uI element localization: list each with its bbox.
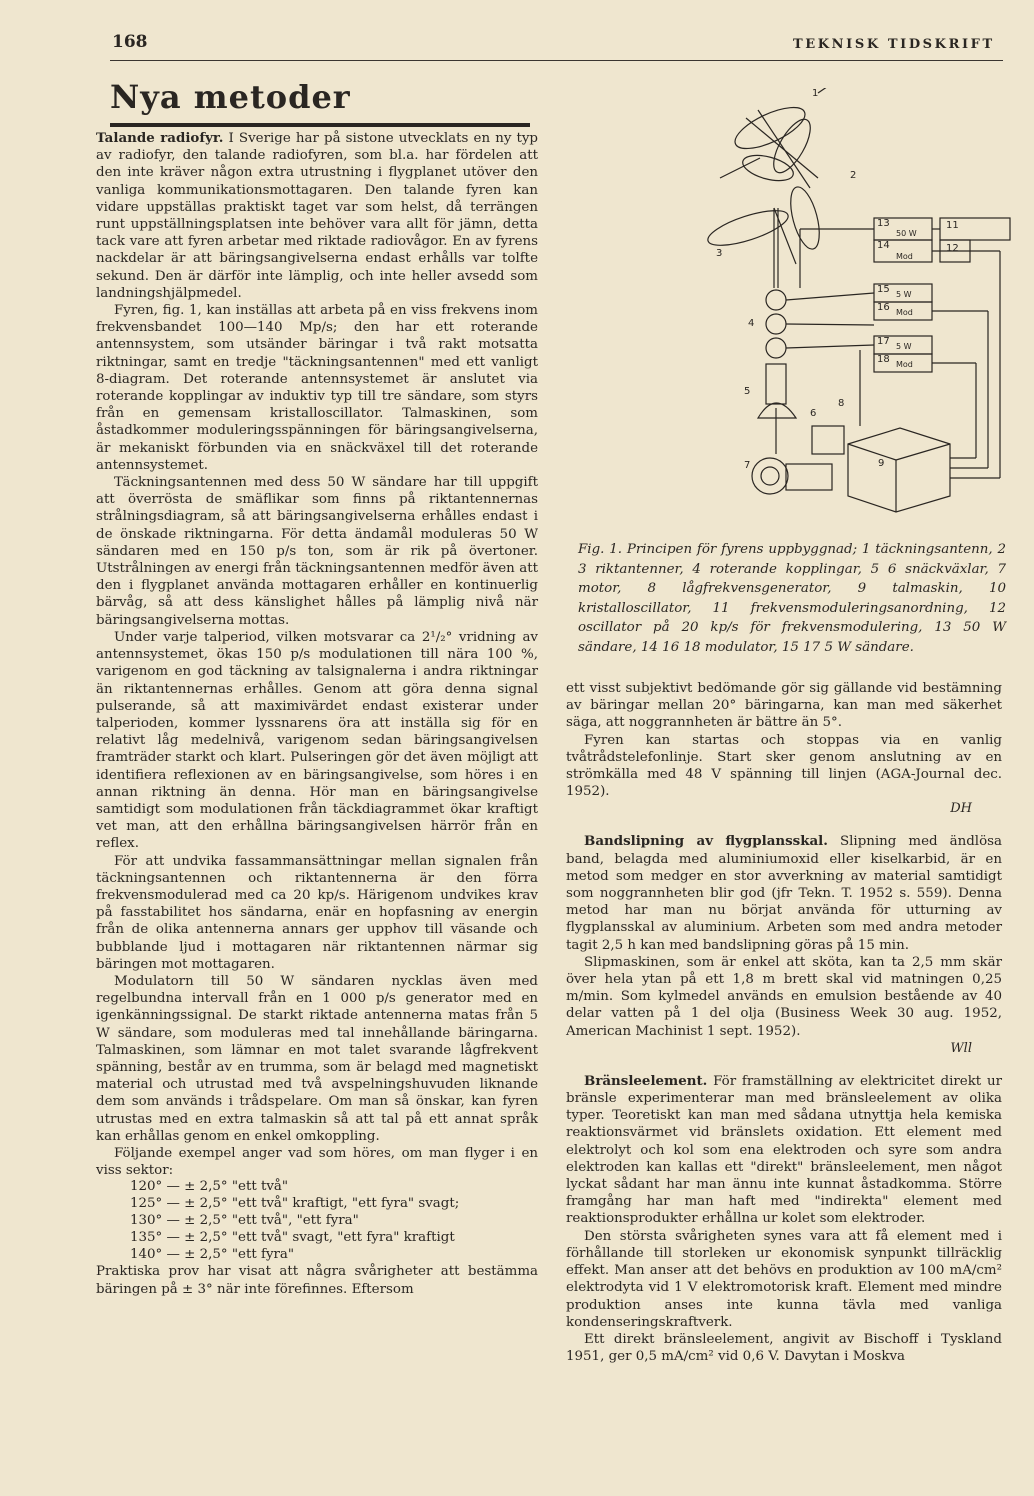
signature-dh: DH	[950, 801, 972, 817]
page-number: 168	[112, 32, 148, 52]
journal-title: TEKNISK TIDSKRIFT	[793, 37, 995, 52]
paragraph: Modulatorn till 50 W sändaren nycklas även med regelbundna intervall från en 1 000 p/s generator med en igenkänningssignal. De starkt riktade antennerna matas från 5 W sändare, som moduleras med tal innehållande bäringarna. Talmaskinen, som lämnar en mot talet svarande lågfrekvent spänning, består av en trumma, som är belagd med magnetiskt material och utrustad med två avspelningshuvuden liknande dem som används i trådspelare. Om man så önskar, kan fyren utrustas med en extra talmaskin så att tal på ett annat språk kan erhållas genom en enkel omkoppling.	[96, 973, 538, 1144]
figure-labels	[700, 88, 1018, 528]
paragraph: Bränsleelement. För framställning av elektricitet direkt ur bränsle experimenterar man med bränsleelement av olika typer. Teoretiskt kan man med sådana utnyttja hela kemiska reaktionsvärmet vid bränslets oxidation. Ett element med elektrolyt och kol som ena elektroden och syre som andra elektroden kan kallas ett "direkt" bränsleelement, men något lyckat sådant har man ännu inte kunnat åstadkomma. Större framgång har man haft med "indirekta" element med reaktionsprodukter erhållna ur kolet som elektroder.	[566, 1072, 1002, 1227]
figure-label: 3	[716, 248, 723, 259]
figure-label: 11	[946, 220, 959, 231]
figure-label: 9	[878, 458, 885, 469]
paragraph: Den största svårigheten synes vara att få element med i förhållande till storleken ur ekonomisk synpunkt tillräcklig effekt. Man anser att det behövs en produktion av 100 mA/cm² elektrodyta vid 1 V elektromotorisk kraft. Element med mindre produktion anses inte kunna tävla med vanliga kondenseringskraftverk.	[566, 1228, 1002, 1330]
figure-label: 17	[877, 336, 890, 347]
paragraph: Under varje talperiod, vilken motsvarar ca 2¹/₂° vridning av antennsystemet, ökas 150 p/s modulationen till nära 100 %, varigenom en god täckning av talsignalerna i andra riktningar än riktantennernas erhålles. Genom att göra denna signal pulserande, så att maximivärdet endast existerar under talperioden, kommer lyssnarens öra att inställa sig för en relativt låg medelnivå, varigenom sedan bäringsangivelsen framträder starkt och klart. Pulseringen gör det även möjligt att identifiera reflexionen av en bäringsangivelse, som höres i en annan riktning än denna. Hör man en bäringsangivelse samtidigt som modulationen från täckdiagrammet ökar kraftigt vet man, att den erhållna bäringsangivelsen härrör från en reflex.	[96, 629, 538, 852]
paragraph: Talande radiofyr. I Sverige har på sistone utvecklats en ny typ av radiofyr, den talande radiofyren, som bl.a. har fördelen att den inte kräver någon extra utrustning i flygplanet utöver den vanliga kommunikationsmottagaren. Den talande fyren kan vidare uppställas praktiskt taget var som helst, då terrängen runt uppställningsplatsen inte behöver vara allt för jämn, detta tack vare att fyren arbetar med riktade radiovågor. En av fyrens nackdelar är att bäringsangivelserna endast erhålls var tolfte sekund. Den är därför inte lämplig, och inte heller avsedd som landningshjälpmedel.	[96, 130, 539, 301]
article-lead-radiofyr: Talande radiofyr.	[96, 130, 224, 146]
figure-label: 2	[850, 170, 857, 181]
paragraph: Slipmaskinen, som är enkel att sköta, kan ta 2,5 mm skär över hela ytan på ett 1,8 m brett skal vid matningen 0,25 m/min. Som kylmedel används en emulsion bestående av 40 delar vatten på 1 del olja (Business Week 30 aug. 1952, American Machinist 1 sept. 1952).	[566, 954, 1002, 1039]
sector-line: 130° — ± 2,5° "ett två", "ett fyra"	[130, 1212, 359, 1228]
paragraph: Fyren kan startas och stoppas via en vanlig tvåtrådstelefonlinje. Start sker genom anslutning av en strömkälla med 48 V spänning till linjen (AGA-Journal dec. 1952).	[566, 732, 1002, 800]
paragraph: ett visst subjektivt bedömande gör sig gällande vid bestämning av bäringar mellan 20° bäringarna, kan man med säkerhet säga, att noggrannheten är bättre än 5°.	[566, 681, 1002, 731]
figure-label: 18	[877, 354, 890, 365]
figure-label: 6	[810, 408, 817, 419]
figure-box-text: Mod	[896, 308, 913, 317]
figure-label: 1	[812, 88, 819, 99]
sector-line: 140° — ± 2,5° "ett fyra"	[130, 1246, 295, 1262]
paragraph: Bandslipning av flygplansskal. Slipning med ändlösa band, belagda med aluminiumoxid eller kiselkarbid, är en metod som medger en stor avverkning av material samtidigt som noggrannheten blir god (jfr Tekn. T. 1952 s. 559). Denna metod har man nu börjat använda för utturning av flygplansskal av aluminium. Arbeten som med andra metoder tagit 2,5 h kan med bandslipning göras på 15 min.	[566, 833, 1002, 953]
paragraph: Täckningsantennen med dess 50 W sändare har till uppgift att överrösta de smäflikar som finns på riktantennernas strålningsdiagram, så att bäringsangivelserna erhålles endast i de önskade riktningarna. För detta ändamål moduleras 50 W sändaren med en 150 p/s ton, som är rik på övertoner. Utstrålningen av energi från täckningsantennen medför även att den i flygplanet använda mottagaren erhåller en kontinuerlig bärvåg, så att dess känslighet hålles på lämplig nivå när bäringsangivelserna mottas.	[96, 475, 538, 628]
section-title: Nya metoder	[110, 78, 351, 116]
title-rule	[110, 123, 530, 127]
figure-label: 16	[877, 302, 890, 313]
figure-label: 8	[838, 398, 845, 409]
figure-label: 14	[877, 240, 890, 251]
figure-label: 5	[744, 386, 751, 397]
figure-label: 7	[744, 460, 751, 471]
figure-label: 4	[748, 318, 755, 329]
sector-line: 120° — ± 2,5° "ett två"	[130, 1179, 289, 1195]
paragraph: För att undvika fassammansättningar mellan signalen från täckningsantennen och riktantennerna är den förra frekvensmodulerad med ca 20 kp/s. Härigenom undvikes krav på fasstabilitet hos sändarna, enär en hopfasning av energin från de olika antennerna annars ger upphov till väsande och bubblande ljud i mottagaren när riktantennen närmar sig bäringen mot mottagaren.	[96, 853, 538, 972]
figure-box-text: Mod	[896, 252, 913, 261]
article-lead-bandslipning: Bandslipning av flygplansskal.	[584, 833, 828, 850]
figure-1-diagram	[700, 88, 1018, 528]
figure-box-text: 5 W	[896, 342, 912, 351]
article-lead-bransleelement: Bränsleelement.	[584, 1072, 708, 1089]
paragraph: Praktiska prov har visat att några svårigheter att bestämma bäringen på ± 3° när inte förefinnes. Eftersom	[96, 1264, 538, 1297]
header-rule	[110, 60, 1003, 61]
figure-box-text: Mod	[896, 360, 913, 369]
figure-label: 12	[946, 243, 959, 254]
sector-line: 135° — ± 2,5° "ett två" svagt, "ett fyra" kraftigt	[130, 1229, 455, 1245]
figure-box-text: 5 W	[896, 290, 912, 299]
paragraph: Följande exempel anger vad som höres, om man flyger i en viss sektor:	[96, 1145, 538, 1179]
paragraph: Ett direkt bränsleelement, angivit av Bischoff i Tyskland 1951, ger 0,5 mA/cm² vid 0,6 V. Davytan i Moskva	[566, 1331, 1002, 1365]
figure-box-text: 50 W	[896, 229, 917, 238]
figure-label: 13	[877, 218, 890, 229]
figure-caption-text: Principen för fyrens uppbyggnad; 1 täckningsantenn, 2 3 riktantenner, 4 roterande kopplingar, 5 6 snäckväxlar, 7 motor, 8 lågfrekvensgenerator, 9 talmaskin, 10 kristalloscillator, 11 frekvensmoduleringsanordning, 12 oscillator på 20 kp/s för frekvensmodulering, 13 50 W sändare, 14 16 18 modulator, 15 17 5 W sändare.	[578, 542, 1006, 655]
figure-caption-label: Fig. 1.	[578, 542, 623, 557]
figure-label: 15	[877, 284, 890, 295]
signature-wll: Wll	[950, 1040, 972, 1056]
right-column	[566, 680, 1002, 1365]
figure-caption	[578, 540, 1006, 657]
sector-line: 125° — ± 2,5° "ett två" kraftigt, "ett fyra" svagt;	[130, 1196, 460, 1212]
left-column	[96, 130, 538, 1298]
paragraph: Fyren, fig. 1, kan inställas att arbeta på en viss frekvens inom frekvensbandet 100—140 Mp/s; den har ett roterande antennsystem, som utsänder bäringar i två rakt motsatta riktningar, samt en tredje "täckningsantennen" med ett vanligt 8-diagram. Det roterande antennsystemet är anslutet via roterande kopplingar av induktiv typ till tre sändare, som styrs från en gemensam kristalloscillator. Talmaskinen, som åstadkommer moduleringsspänningen för bäringsangivelserna, är mekaniskt förbunden via en snäckväxel till det roterande antennsystemet.	[96, 303, 538, 473]
